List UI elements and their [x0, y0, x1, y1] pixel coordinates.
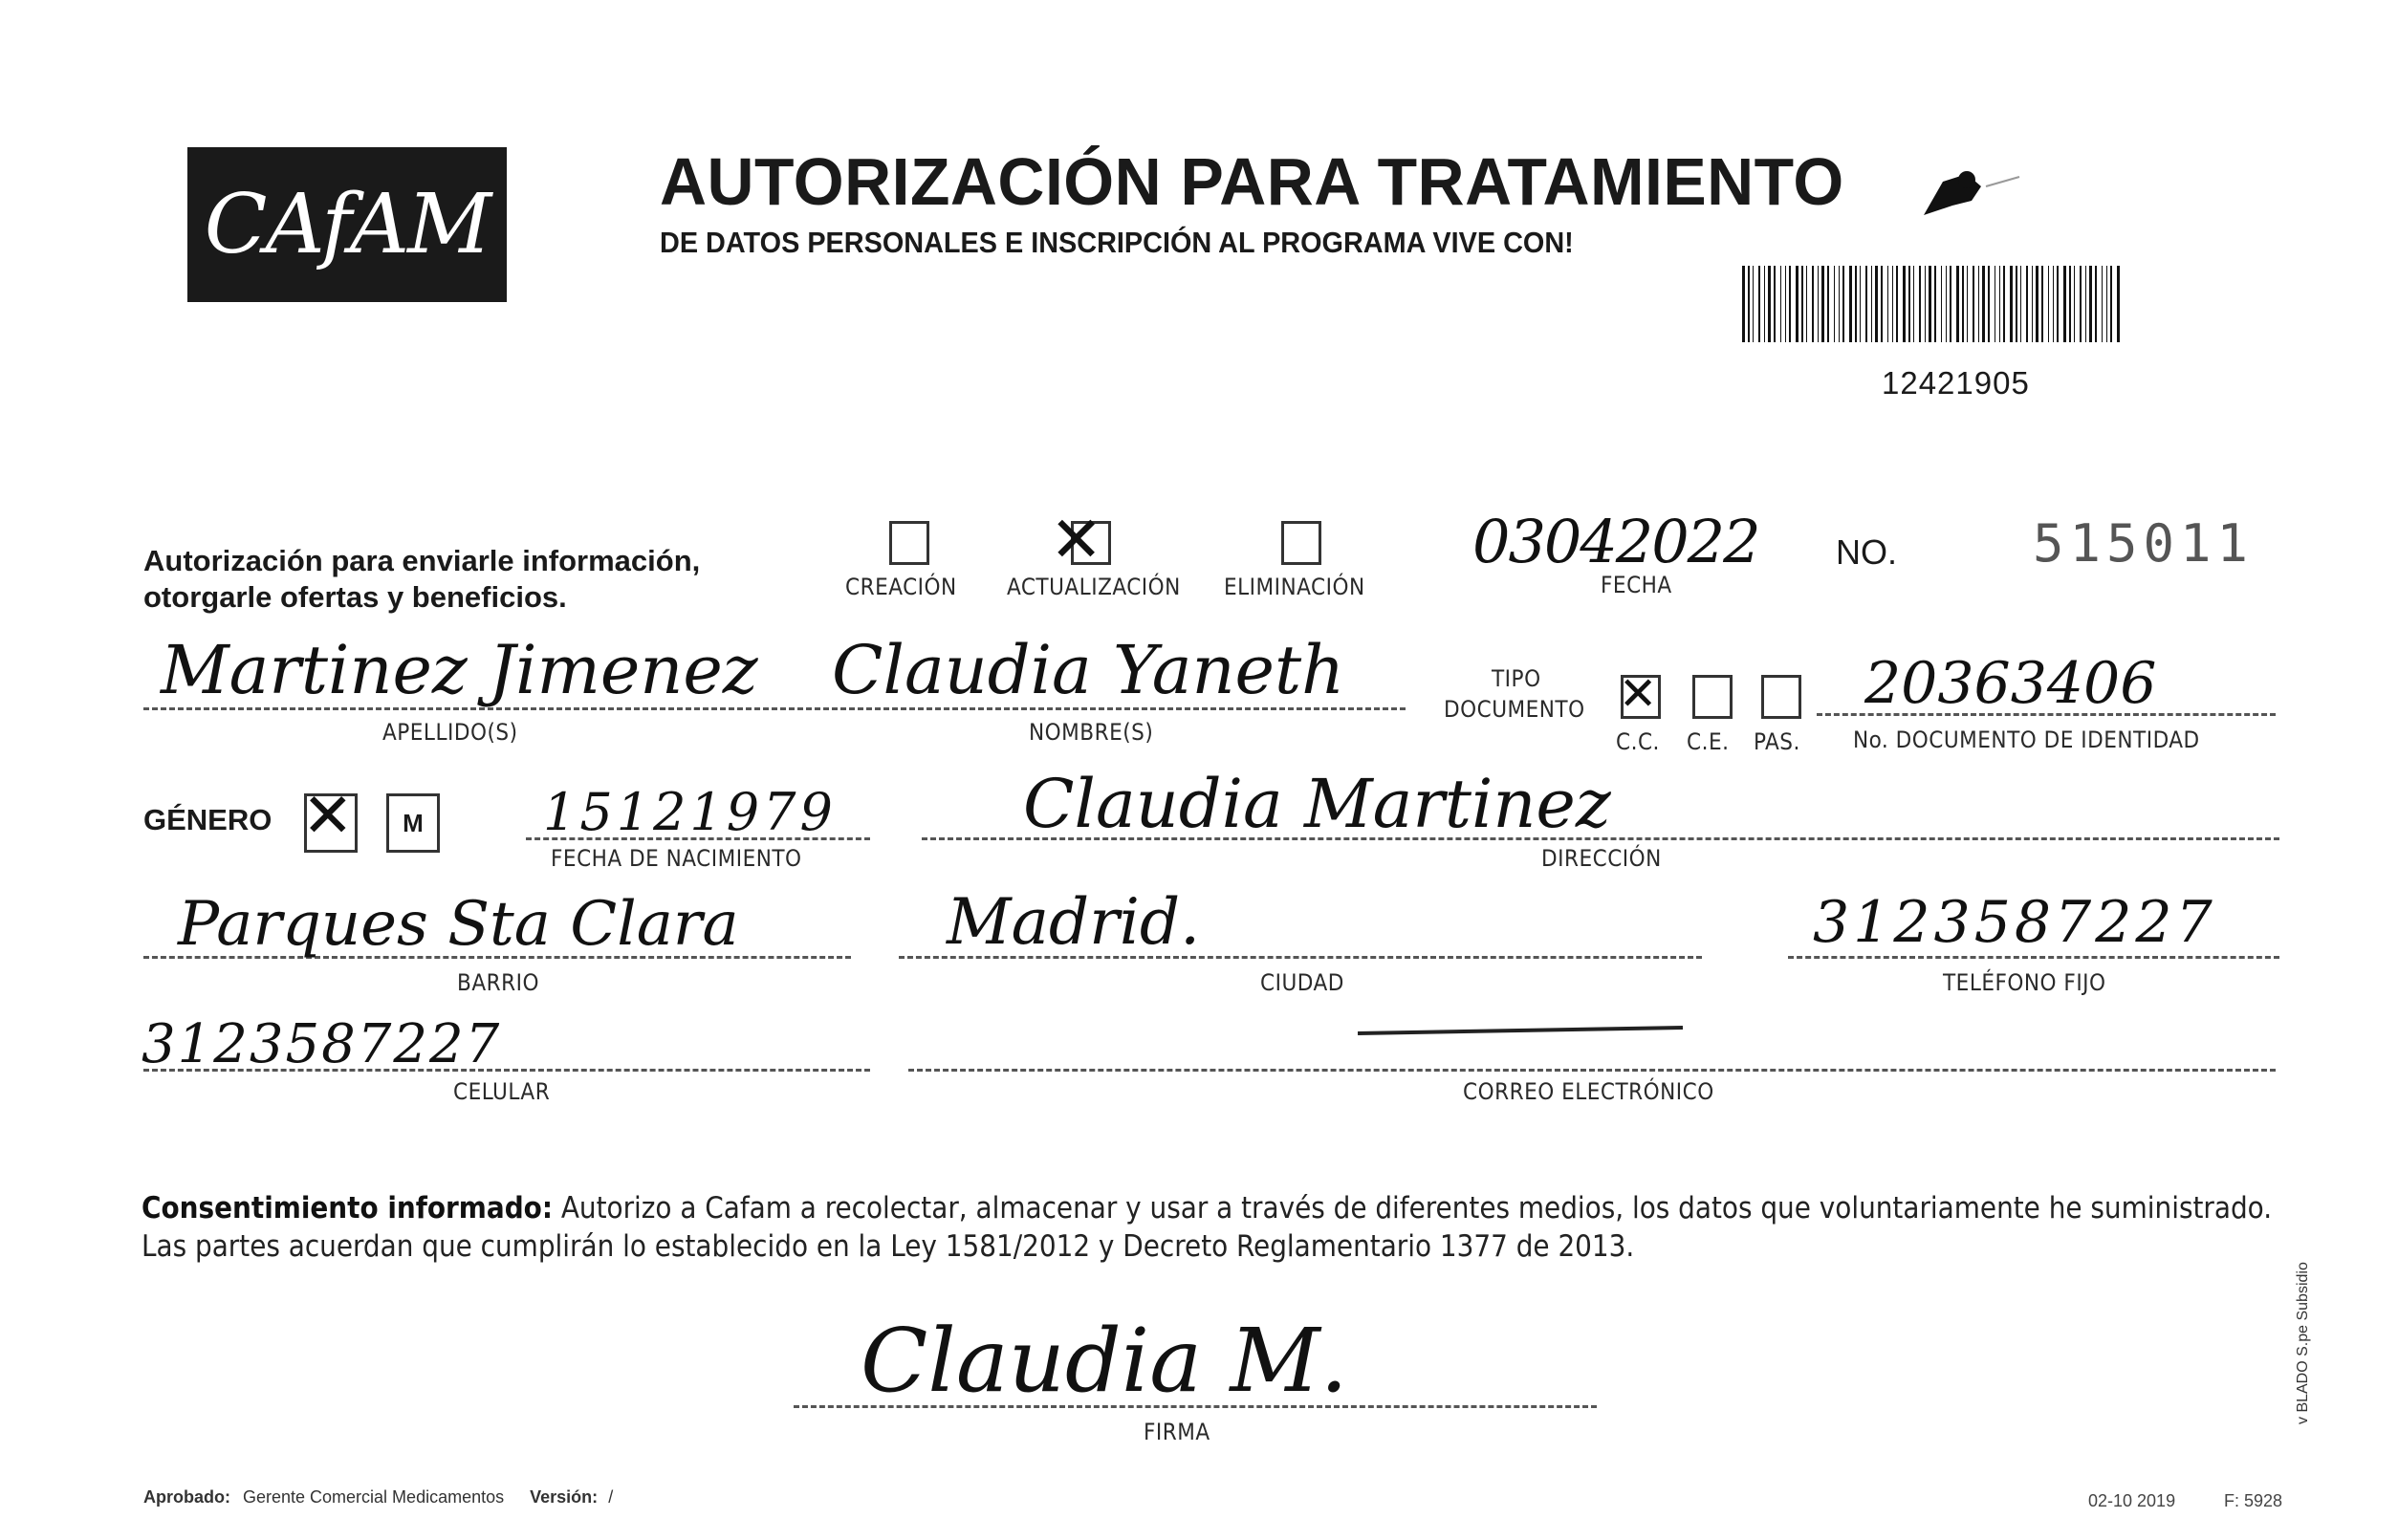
barcode-bar — [1768, 266, 1771, 342]
barcode-bar — [1789, 266, 1791, 342]
cafam-logo — [187, 147, 507, 302]
correo-stroke — [1358, 1026, 1683, 1035]
barrio-label: BARRIO — [457, 969, 539, 996]
barcode-bar — [1764, 266, 1765, 342]
barcode-bar — [2048, 266, 2049, 342]
barcode-bar — [1871, 266, 1872, 342]
barcode-bar — [2069, 266, 2071, 342]
celular-label: CELULAR — [453, 1078, 551, 1105]
pas-checkbox[interactable] — [1761, 675, 1801, 719]
consent-paragraph — [142, 1189, 2274, 1266]
barcode-bar — [1812, 266, 1814, 342]
version-value: / — [608, 1487, 614, 1507]
creacion-label: CREACIÓN — [845, 574, 957, 600]
no-label: NO. — [1836, 532, 1898, 572]
telefono-label: TELÉFONO FIJO — [1943, 969, 2106, 996]
consent-body: Autorizo a Cafam a recolectar, almacenar y usar a través de diferentes medios, los datos que voluntariamente he suministrado. Las partes acuerdan que cumplirán lo establecido en la Ley 1581/2012 y Decreto Reglamentario 1377 de 2013. — [142, 1191, 2273, 1264]
barcode-bar — [1748, 266, 1750, 342]
aprobado-label: Aprobado: — [143, 1487, 230, 1507]
barcode-bar — [1849, 266, 1852, 342]
tipo-label: TIPO — [1492, 665, 1541, 692]
barcode-bar — [1988, 266, 1990, 342]
barcode-bar — [2063, 266, 2066, 342]
barcode-bar — [1946, 266, 1947, 342]
birth-value[interactable]: 15121979 — [543, 782, 837, 842]
form-subtitle: DE DATOS PERSONALES E INSCRIPCIÓN AL PROGRAMA VIVE CON! — [660, 226, 1574, 259]
direccion-label: DIRECCIÓN — [1541, 845, 1662, 872]
barcode-bar — [1834, 266, 1835, 342]
m-label: M — [403, 808, 424, 837]
side-text: v BLADO S.pe Subsidio — [2295, 1262, 2311, 1424]
barcode-bar — [1908, 266, 1910, 342]
barcode-bar — [1881, 266, 1883, 342]
celular-value[interactable]: 3123587227 — [142, 1013, 502, 1075]
barcode-bar — [2110, 266, 2112, 342]
barcode-bar — [1865, 266, 1867, 342]
ce-label: C.E. — [1687, 728, 1730, 755]
barcode-bar — [1758, 266, 1760, 342]
barcode-bar — [2026, 266, 2028, 342]
barcode-bar — [1978, 266, 1979, 342]
barcode-bar — [2095, 266, 2097, 342]
barcode-bar — [2003, 266, 2005, 342]
barcode-bar — [2016, 266, 2017, 342]
barcode-bar — [1982, 266, 1985, 342]
barcode-bar — [2057, 266, 2059, 342]
ciudad-value[interactable]: Madrid. — [947, 885, 1201, 959]
cc-check-mark: ✕ — [1619, 667, 1658, 721]
barcode-bar — [1875, 266, 1878, 342]
barcode-bar — [1973, 266, 1974, 342]
barcode-bar — [1753, 266, 1754, 342]
authorization-text-line2: otorgarle ofertas y beneficios. — [143, 580, 567, 614]
barcode-bar — [2106, 266, 2107, 342]
barcode-bar — [2117, 266, 2120, 342]
f-check-mark: ✕ — [302, 781, 354, 852]
nombres-value[interactable]: Claudia Yaneth — [832, 631, 1345, 709]
fecha-label: FECHA — [1601, 572, 1672, 598]
barcode-bar — [1925, 266, 1926, 342]
barcode-bar — [1896, 266, 1898, 342]
barcode-bar — [1934, 266, 1936, 342]
authorization-text-line1: Autorización para enviarle información, — [143, 544, 701, 577]
barcode-bar — [2102, 266, 2103, 342]
barcode-bar — [1806, 266, 1807, 342]
barcode-number: 12421905 — [1882, 365, 2030, 401]
barcode-bar — [1956, 266, 1959, 342]
ciudad-label: CIUDAD — [1260, 969, 1344, 996]
barcode-bar — [1903, 266, 1906, 342]
no-value: 515011 — [2033, 513, 2255, 574]
barcode-bar — [1860, 266, 1861, 342]
barcode-bar — [2010, 266, 2013, 342]
barcode-bar — [2074, 266, 2075, 342]
genero-label: GÉNERO — [143, 803, 272, 836]
barcode-bar — [2041, 266, 2043, 342]
emblem-icon — [1914, 163, 2029, 229]
logo-text: CAfAM — [204, 177, 490, 272]
documento-label: DOCUMENTO — [1444, 696, 1585, 723]
m-checkbox[interactable] — [386, 793, 440, 853]
correo-label: CORREO ELECTRÓNICO — [1463, 1078, 1714, 1105]
barcode-bar — [1818, 266, 1819, 342]
ce-checkbox[interactable] — [1692, 675, 1733, 719]
barcode-bar — [1821, 266, 1824, 342]
barcode-bar — [1842, 266, 1844, 342]
barcode-bar — [2085, 266, 2086, 342]
barcode-bar — [2089, 266, 2092, 342]
footer-date-code: 02-10 2019 — [2088, 1491, 2176, 1510]
telefono-line — [1788, 956, 2279, 959]
footer-form-code: F: 5928 — [2224, 1491, 2283, 1510]
correo-line — [908, 1069, 2276, 1072]
barcode-bar — [2020, 266, 2021, 342]
nombres-label: NOMBRE(S) — [1029, 719, 1154, 746]
barcode-bar — [2036, 266, 2038, 342]
barcode-bar — [1999, 266, 2000, 342]
actualizacion-label: ACTUALIZACIÓN — [1007, 574, 1181, 600]
form-title: AUTORIZACIÓN PARA TRATAMIENTO — [660, 144, 1844, 219]
barcode-bar — [1892, 266, 1893, 342]
consent-heading: Consentimiento informado: — [142, 1191, 553, 1225]
barcode-bar — [1887, 266, 1888, 342]
doc-number-label: No. DOCUMENTO DE IDENTIDAD — [1853, 727, 2200, 753]
footer-approval — [143, 1487, 613, 1507]
barcode-bar — [1796, 266, 1798, 342]
pas-label: PAS. — [1754, 728, 1800, 755]
direccion-value[interactable]: Claudia Martinez — [1023, 765, 1611, 843]
barcode-bar — [1801, 266, 1803, 342]
apellidos-label: APELLIDO(S) — [382, 719, 518, 746]
barcode-bar — [1774, 266, 1776, 342]
barcode-bar — [1839, 266, 1840, 342]
firma-label: FIRMA — [1144, 1419, 1210, 1445]
barcode-bar — [1742, 266, 1745, 342]
barcode-bar — [1913, 266, 1914, 342]
barcode-bar — [1919, 266, 1921, 342]
barcode-bar — [2080, 266, 2082, 342]
barcode-bar — [1827, 266, 1829, 342]
birth-label: FECHA DE NACIMIENTO — [551, 845, 802, 872]
barcode-bar — [1929, 266, 1931, 342]
eliminacion-label: ELIMINACIÓN — [1224, 574, 1365, 600]
cc-label: C.C. — [1616, 728, 1660, 755]
creacion-checkbox[interactable] — [889, 521, 929, 565]
barcode-bar — [1785, 266, 1786, 342]
doc-number-value[interactable]: 20363406 — [1864, 650, 2157, 717]
aprobado-value: Gerente Comercial Medicamentos — [243, 1487, 505, 1507]
telefono-value[interactable]: 3123587227 — [1813, 889, 2216, 956]
barcode-bar — [1962, 266, 1964, 342]
authorization-text — [143, 543, 700, 616]
barcode-bar — [2032, 266, 2033, 342]
barcode-bar — [1780, 266, 1781, 342]
version-label: Versión: — [530, 1487, 599, 1507]
barcode-bar — [1855, 266, 1857, 342]
fecha-value[interactable]: 03042022 — [1472, 507, 1759, 576]
barcode-bar — [1967, 266, 1968, 342]
signature-value[interactable]: Claudia M. — [861, 1310, 1348, 1412]
barcode — [1742, 266, 2125, 342]
barcode-bar — [1950, 266, 1951, 342]
barcode-bar — [1941, 266, 1942, 342]
eliminacion-checkbox[interactable] — [1281, 521, 1321, 565]
apellidos-value[interactable]: Martinez Jimenez — [161, 631, 758, 709]
barcode-bar — [2053, 266, 2054, 342]
barrio-value[interactable]: Parques Sta Clara — [178, 889, 739, 960]
actualizacion-check-mark: ✕ — [1050, 503, 1103, 576]
